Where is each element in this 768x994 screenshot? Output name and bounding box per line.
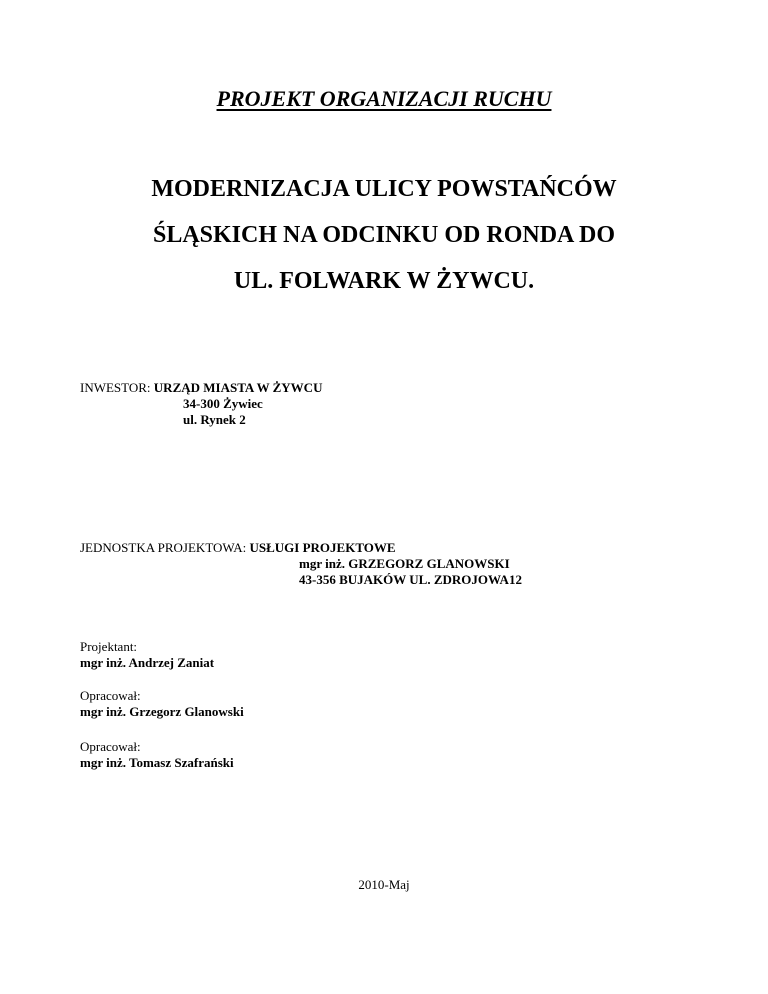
investor-address-line: ul. Rynek 2: [183, 412, 246, 427]
person-name: mgr inż. Grzegorz Glanowski: [80, 704, 244, 719]
design-unit-section: [80, 540, 522, 588]
person-role: Opracował:: [80, 739, 141, 754]
design-unit-line: mgr inż. GRZEGORZ GLANOWSKI: [299, 556, 510, 571]
project-subject: [60, 166, 708, 304]
subject-line: UL. FOLWARK W ŻYWCU.: [233, 268, 535, 294]
investor-section: [80, 380, 322, 428]
subject-line: ŚLĄSKICH NA ODCINKU OD RONDA DO: [152, 222, 616, 248]
investor-name: URZĄD MIASTA W ŻYWCU: [153, 380, 323, 395]
person-role: Projektant:: [80, 639, 138, 654]
design-unit-label: JEDNOSTKA PROJEKTOWA:: [80, 540, 247, 555]
author-entry: [80, 739, 234, 771]
person-name: mgr inż. Andrzej Zaniat: [80, 655, 215, 670]
document-date: 2010-Maj: [358, 877, 410, 892]
design-unit-line: 43-356 BUJAKÓW UL. ZDROJOWA12: [299, 572, 522, 587]
document-title: PROJEKT ORGANIZACJI RUCHU: [216, 86, 552, 111]
author-entry: [80, 688, 244, 720]
investor-label: INWESTOR:: [80, 380, 151, 395]
person-name: mgr inż. Tomasz Szafrański: [80, 755, 234, 770]
person-role: Opracował:: [80, 688, 141, 703]
designer-entry: [80, 639, 214, 671]
subject-line: MODERNIZACJA ULICY POWSTAŃCÓW: [151, 176, 617, 202]
investor-address-line: 34-300 Żywiec: [183, 396, 263, 411]
design-unit-name: USŁUGI PROJEKTOWE: [249, 540, 396, 555]
